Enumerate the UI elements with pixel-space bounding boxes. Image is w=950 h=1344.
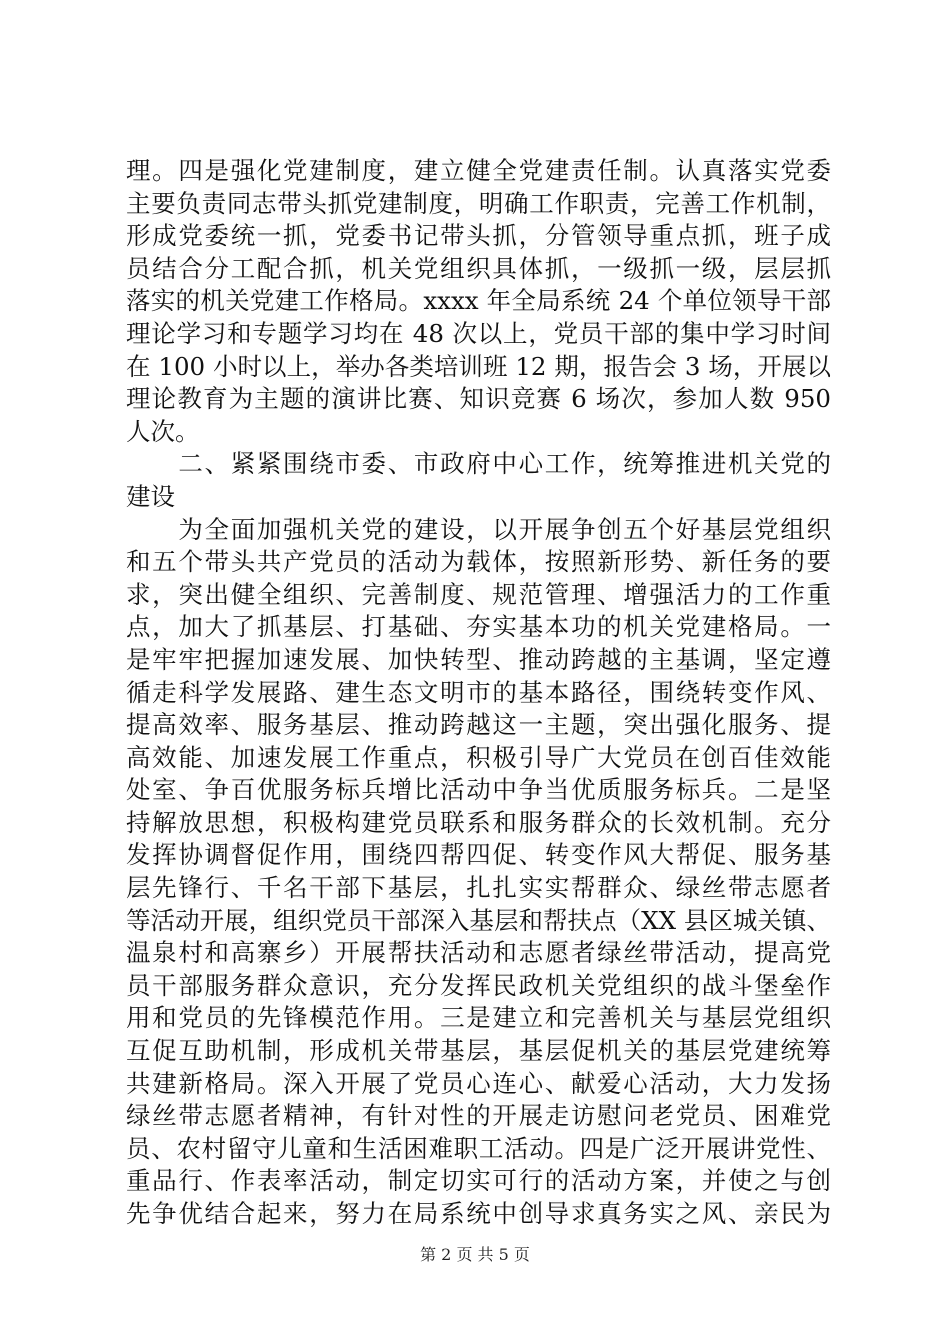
text-line: 员干部服务群众意识，充分发挥民政机关党组织的战斗堡垒作: [126, 970, 831, 1000]
text-line: 共建新格局。深入开展了党员心连心、献爱心活动，大力发扬: [126, 1068, 831, 1098]
text-line: 温泉村和高寨乡）开展帮扶活动和志愿者绿丝带活动，提高党: [126, 938, 831, 968]
text-line: 提高效率、服务基层、推动跨越这一主题，突出强化服务、提: [126, 710, 831, 740]
text-line: 形成党委统一抓，党委书记带头抓，分管领导重点抓，班子成: [126, 221, 831, 251]
text-line: 高效能、加速发展工作重点，积极引导广大党员在创百佳效能: [126, 742, 831, 772]
text-line: 点，加大了抓基层、打基础、夯实基本功的机关党建格局。一: [126, 612, 831, 642]
text-line: 员、农村留守儿童和生活困难职工活动。四是广泛开展讲党性、: [126, 1133, 831, 1163]
text-line: 互促互助机制，形成机关带基层，基层促机关的基层党建统筹: [126, 1036, 831, 1066]
text-line: 理论学习和专题学习均在 48 次以上，党员干部的集中学习时间: [126, 318, 831, 348]
section-heading-line: 建设: [126, 481, 175, 511]
text-line: 员结合分工配合抓，机关党组织具体抓，一级抓一级，层层抓: [126, 253, 831, 283]
text-line: 重品行、作表率活动，制定切实可行的活动方案，并使之与创: [126, 1166, 831, 1196]
section-heading-line: 二、紧紧围绕市委、市政府中心工作，统筹推进机关党的: [126, 449, 831, 479]
text-line: 求，突出健全组织、完善制度、规范管理、增强活力的工作重: [126, 579, 831, 609]
text-line: 层先锋行、千名干部下基层，扎扎实实帮群众、绿丝带志愿者: [126, 873, 831, 903]
text-line: 为全面加强机关党的建设，以开展争创五个好基层党组织: [126, 514, 831, 544]
text-line: 持解放思想，积极构建党员联系和服务群众的长效机制。充分: [126, 807, 831, 837]
text-line: 在 100 小时以上，举办各类培训班 12 期，报告会 3 场，开展以: [126, 351, 831, 381]
text-line: 是牢牢把握加速发展、加快转型、推动跨越的主基调，坚定遵: [126, 644, 831, 674]
text-line: 理。四是强化党建制度，建立健全党建责任制。认真落实党委: [126, 156, 831, 185]
text-line: 等活动开展，组织党员干部深入基层和帮扶点（XX 县区城关镇、: [126, 905, 831, 935]
body-text: [126, 155, 831, 1231]
text-line: 理论教育为主题的演讲比赛、知识竞赛 6 场次，参加人数 950: [126, 384, 831, 414]
text-line: 循走科学发展路、建生态文明市的基本路径，围绕转变作风、: [126, 677, 831, 707]
text-line: 落实的机关党建工作格局。xxxx 年全局系统 24 个单位领导干部: [126, 286, 831, 316]
text-line: 处室、争百优服务标兵增比活动中争当优质服务标兵。二是坚: [126, 775, 831, 805]
page-number-footer: 第 2 页 共 5 页: [420, 1245, 530, 1264]
text-line: 主要负责同志带头抓党建制度，明确工作职责，完善工作机制，: [126, 188, 831, 218]
text-line: 发挥协调督促作用，围绕四帮四促、转变作风大帮促、服务基: [126, 840, 831, 870]
text-line: 先争优结合起来，努力在局系统中创导求真务实之风、亲民为: [126, 1199, 831, 1228]
text-line: 人次。: [126, 416, 200, 446]
text-line: 和五个带头共产党员的活动为载体，按照新形势、新任务的要: [126, 547, 831, 577]
text-line: 用和党员的先锋模范作用。三是建立和完善机关与基层党组织: [126, 1003, 831, 1033]
text-line: 绿丝带志愿者精神，有针对性的开展走访慰问老党员、困难党: [126, 1101, 831, 1131]
